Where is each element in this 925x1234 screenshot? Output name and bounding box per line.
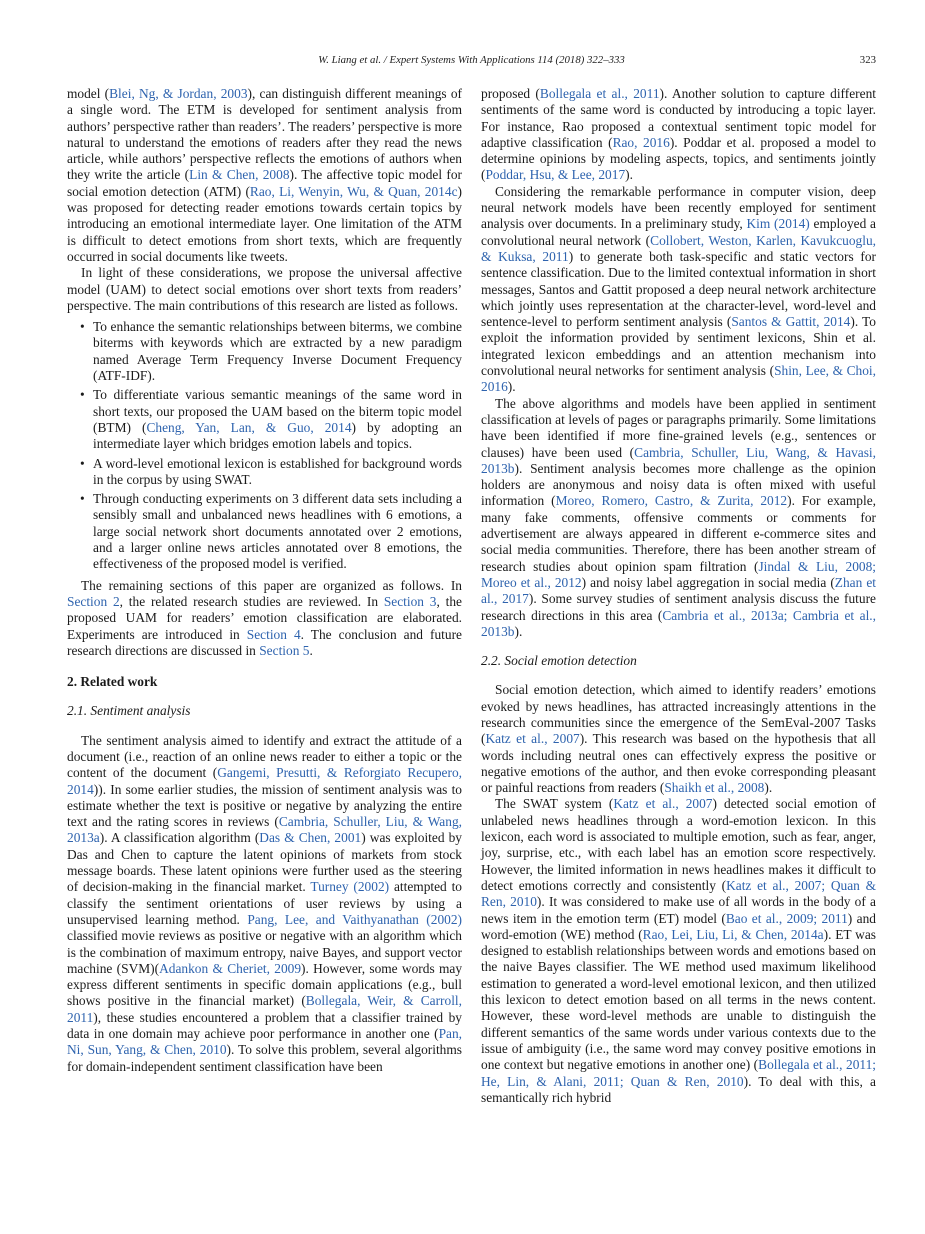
text-run: 2.1. Sentiment analysis bbox=[67, 703, 191, 719]
text-run: )). In some earlier studies, the mission of sentiment analysis was to estimate whether the text is positive or negative by analyzing the entire text and the rating scores in reviews ( bbox=[67, 781, 462, 830]
citation-link[interactable]: Rao, Li, Wenyin, Wu, & Quan, 2014c bbox=[249, 183, 458, 199]
text-run: Through conducting experiments on 3 different data sets including a sensibly small and unbalanced news headlines with 6 emotions, a large social network short documents annotated over 2 emotions, and a larger online news articles annotated over 8 emotions, the effectiveness of the proposed model is verified. bbox=[93, 491, 462, 572]
citation-link[interactable]: Cambria, Schuller, Liu, Wang, & Havasi, 2013b bbox=[481, 444, 876, 476]
text-run: ). Poddar et al. proposed a model to determine opinions by modeling aspects, topics, and sentiments jointly ( bbox=[481, 134, 876, 183]
text-run: ). For example, many fake comments, offensive comments or comments for advertisement are always appeared in different e-commerce sites and social media communities. Therefore, there has been another stream of research studies about opinion spam filtration ( bbox=[481, 493, 876, 574]
citation-link[interactable]: Shin, Lee, & Choi, 2016 bbox=[481, 363, 876, 395]
text-run: The remaining sections of this paper are organized as follows. In bbox=[81, 577, 462, 593]
text-run: ). To deal with this, a semantically rich hybrid bbox=[481, 1073, 876, 1105]
text-run: ). A classification algorithm ( bbox=[99, 830, 260, 846]
text-run: proposed ( bbox=[481, 86, 540, 101]
subsection-heading bbox=[481, 653, 876, 669]
text-run: ), these studies encountered a problem that a classifier trained by data in one domain may achieve poor performance in another one ( bbox=[67, 1009, 462, 1042]
text-run: ) detected social emotion of unlabeled news headlines through a word-emotion lexicon. In this lexicon, each word is associated to multiple emotion, such as fear, anger, joy, surprise, etc., with each label has an emotion score respectively. However, the limited information in news headlines makes it difficult to detect emotions correctly and consistently ( bbox=[481, 796, 877, 893]
bullet-item bbox=[93, 319, 462, 384]
text-run: ). However, some words may express different sentiments in specific domain applications (e.g., bull shows positive in the financial market) ( bbox=[67, 960, 463, 1009]
text-run: 2.2. Social emotion detection bbox=[481, 653, 637, 669]
text-run: ). Sentiment analysis becomes more challenge as the opinion holders are anonymous and noisy data is often mixed with useful information ( bbox=[481, 460, 876, 509]
citation-link[interactable]: Cambria, Schuller, Liu, & Wang, 2013a bbox=[67, 814, 462, 846]
text-run: To differentiate various semantic meanings of the same word in short texts, our proposed the UAM based on the biterm topic model (BTM) ( bbox=[93, 387, 462, 435]
bullet-item bbox=[93, 491, 462, 572]
citation-link[interactable]: Bollegala, Weir, & Carroll, 2011 bbox=[67, 993, 463, 1025]
citation-link[interactable]: Gangemi, Presutti, & Reforgiato Recupero, 2014 bbox=[67, 765, 462, 797]
text-run: The above algorithms and models have been applied in sentiment classification at levels of pages or paragraphs primarily. Some limitations have been identified if more fine-grained levels (e.g., sentences or clauses) have been used ( bbox=[481, 395, 876, 460]
text-run: ) and noisy label aggregation in social media ( bbox=[581, 574, 835, 590]
text-run: To enhance the semantic relationships between biterms, we combine biterms with keywords which are extracted by a new paradigm named Average Term Frequency Inverse Document Frequency (ATF-IDF). bbox=[93, 319, 462, 384]
citation-link[interactable]: Katz et al., 2007 bbox=[485, 731, 580, 747]
citation-link[interactable]: Santos & Gattit, 2014 bbox=[731, 314, 851, 330]
citation-link[interactable]: Section 3 bbox=[383, 593, 437, 609]
text-run: ) was exploited by Das and Chen to capture the latent opinions of markets from stock message boards. These latent opinions were further used as the steering of decision-making in the financial market. bbox=[67, 830, 463, 895]
bullet-item bbox=[93, 456, 462, 489]
text-run: , the related research studies are reviewed. In bbox=[119, 593, 384, 609]
text-run: , the proposed UAM for readers’ emotion classification are elaborated. Experiments are introduced in bbox=[67, 593, 462, 642]
text-run: ). It was considered to make use of all words in the body of a news item in the emotion term (ET) model ( bbox=[481, 894, 876, 926]
text-run: The SWAT system ( bbox=[495, 796, 614, 812]
citation-link[interactable]: Blei, Ng, & Jordan, 2003 bbox=[109, 86, 248, 101]
text-run: ). bbox=[514, 623, 523, 639]
text-run: Social emotion detection, which aimed to identify readers’ emotions evoked by news headlines, has attracted increasingly attentions in the research communities since the emergence of the SemEval-2007 Tasks ( bbox=[481, 682, 876, 747]
text-run: employed a convolutional neural network ( bbox=[481, 216, 876, 248]
text-run: In light of these considerations, we propose the universal affective model (UAM) to detect social emotions over short texts from readers’ perspective. The main contributions of this research are listed as follows. bbox=[67, 265, 462, 313]
page-number: 323 bbox=[859, 54, 876, 66]
citation-link[interactable]: Bollegala et al., 2011 bbox=[539, 86, 660, 101]
text-run: . The conclusion and future research directions are discussed in bbox=[67, 626, 462, 658]
citation-link[interactable]: Rao, Lei, Liu, Li, & Chen, 2014a bbox=[642, 926, 824, 942]
citation-link[interactable]: Jindal & Liu, 2008; Moreo et al., 2012 bbox=[481, 558, 876, 590]
text-run: model ( bbox=[67, 86, 110, 101]
citation-link[interactable]: Zhan et al., 2017 bbox=[481, 574, 877, 607]
citation-link[interactable]: Katz et al., 2007; Quan & Ren, 2010 bbox=[481, 877, 876, 910]
right-column bbox=[481, 86, 876, 1106]
bullet-list bbox=[67, 319, 462, 572]
text-run: Considering the remarkable performance in computer vision, deep neural network models have been recently employed for sentiment analysis over documents. In a preliminary study, bbox=[481, 183, 876, 232]
text-run: A word-level emotional lexicon is established for background words in the corpus by using SWAT. bbox=[93, 455, 462, 487]
text-run: ). bbox=[507, 379, 516, 395]
citation-link[interactable]: Moreo, Romero, Castro, & Zurita, 2012 bbox=[555, 493, 788, 509]
text-run: ) by adopting an intermediate layer which bridges emotion labels and topics. bbox=[93, 419, 462, 452]
page-header bbox=[67, 54, 876, 66]
paragraph bbox=[481, 682, 876, 796]
text-run: ). bbox=[764, 780, 773, 796]
citation-link[interactable]: Bollegala et al., 2011; He, Lin, & Alani, 2011; Quan & Ren, 2010 bbox=[481, 1057, 877, 1089]
paragraph bbox=[481, 184, 876, 396]
paragraph bbox=[481, 86, 876, 184]
citation-link[interactable]: Pang, Lee, and Vaithyanathan (2002) bbox=[247, 911, 462, 927]
citation-link[interactable]: Section 5 bbox=[259, 642, 310, 658]
text-run: ). The affective topic model for social emotion detection (ATM) ( bbox=[67, 167, 462, 199]
text-run: ). Some survey studies of sentiment analysis discuss the future research directions in this area ( bbox=[481, 591, 876, 623]
bullet-item bbox=[93, 387, 462, 452]
text-run: classified movie reviews as positive or negative with an algorithm which is the combination of maximum entropy, naive Bayes, and support vector machine (SVM)( bbox=[67, 928, 462, 976]
text-run: ), can distinguish different meanings of a single word. The ETM is developed for sentiment analysis from authors’ perspective rather than readers’. The readers’ perspective is more natural to understand the emotions of readers after they read the news article, while authors’ perspective reflects the emotions of authors when they write the article ( bbox=[67, 86, 462, 183]
text-run: ). bbox=[625, 167, 633, 183]
two-column-body bbox=[67, 86, 876, 1106]
text-run: ) was proposed for detecting reader emotions towards certain topics by introducing an emotional intermediate layer. One limitation of the ATM is difficult to detect emotions from short texts, which are frequently occurred in social documents like tweets. bbox=[67, 183, 462, 264]
text-run: ). ET was designed to establish relationships between words and emotions based on the naive Bayes classifier. The WE method used maximum likelihood estimation to generated a word-level emotional lexicon, and then utilized this lexicon to detect emotion based on all terms in the news content. However, these word-level methods are unable to distinguish the different semantics of the same words under various contexts due to the issue of ambiguity (i.e., the same word may convey positive emotions in one context but negative emotions in another one) ( bbox=[481, 926, 876, 1073]
citation-link[interactable]: Collobert, Weston, Karlen, Kavukcuoglu, & Kuksa, 2011 bbox=[481, 232, 876, 264]
left-column bbox=[67, 86, 462, 1106]
citation-link[interactable]: Das & Chen, 2001 bbox=[259, 830, 362, 846]
paragraph bbox=[481, 396, 876, 640]
paragraph bbox=[67, 733, 462, 1075]
running-title: W. Liang et al. / Expert Systems With Applications 114 (2018) 322–333 bbox=[318, 54, 625, 66]
citation-link[interactable]: Lin & Chen, 2008 bbox=[189, 167, 290, 183]
citation-link[interactable]: Bao et al., 2009; 2011 bbox=[725, 910, 848, 926]
text-run: ). To solve this problem, several algorithms for domain-independent sentiment classification have been bbox=[67, 1042, 462, 1074]
citation-link[interactable]: Section 4 bbox=[246, 626, 301, 642]
text-run: The sentiment analysis aimed to identify and extract the attitude of a document (i.e., reaction of an online news reader to either a topic or the content of the document ( bbox=[67, 732, 462, 781]
citation-link[interactable]: Rao, 2016 bbox=[612, 134, 670, 150]
text-run: ). To exploit the information provided by sentiment lexicons, Shin et al. integrated lexicon embeddings and an attention mechanism into convolutional neural networks for sentiment analysis ( bbox=[481, 314, 876, 379]
citation-link[interactable]: Section 2 bbox=[67, 593, 120, 609]
citation-link[interactable]: Adankon & Cheriet, 2009 bbox=[159, 960, 302, 976]
citation-link[interactable]: Shaikh et al., 2008 bbox=[664, 780, 765, 796]
citation-link[interactable]: Cheng, Yan, Lan, & Guo, 2014 bbox=[146, 419, 352, 435]
text-run: . bbox=[309, 642, 313, 658]
citation-link[interactable]: Poddar, Hsu, & Lee, 2017 bbox=[485, 167, 626, 183]
paragraph bbox=[67, 578, 462, 659]
text-run: attempted to classify the sentiment orientations of user reviews by using a unsupervised learning method. bbox=[67, 879, 463, 927]
citation-link[interactable]: Pan, Ni, Sun, Yang, & Chen, 2010 bbox=[67, 1026, 462, 1058]
citation-link[interactable]: Turney (2002) bbox=[310, 879, 390, 895]
citation-link[interactable]: Cambria et al., 2013a; Cambria et al., 2013b bbox=[481, 607, 876, 639]
text-run: ). This research was based on the hypothesis that all words including neutral ones can effectively express the positive or negative emotions of the author, and then evoke corresponding pleasant or painful reactions from readers ( bbox=[481, 731, 876, 796]
citation-link[interactable]: Kim (2014) bbox=[746, 216, 810, 232]
paragraph bbox=[67, 265, 462, 314]
text-run: ) and word-emotion (WE) method ( bbox=[481, 910, 876, 942]
subsection-heading bbox=[67, 703, 462, 719]
paragraph bbox=[67, 86, 462, 265]
section-heading bbox=[67, 674, 462, 690]
citation-link[interactable]: Katz et al., 2007 bbox=[613, 796, 713, 812]
text-run: 2. Related work bbox=[67, 674, 158, 690]
paragraph bbox=[481, 796, 876, 1106]
text-run: ). Another solution to capture different sentiments of the same word is conducted by introducing a topic layer. For instance, Rao proposed a contextual sentiment topic model for adaptive classification ( bbox=[481, 86, 876, 150]
text-run: ) to generate both task-specific and static vectors for sentence classification. Due to the limited contextual information in short messages, Santos and Gattit proposed a deep neural network architecture which jointly uses representation at the character-level, word-level and sentence-level to perform sentiment analysis ( bbox=[481, 248, 876, 330]
